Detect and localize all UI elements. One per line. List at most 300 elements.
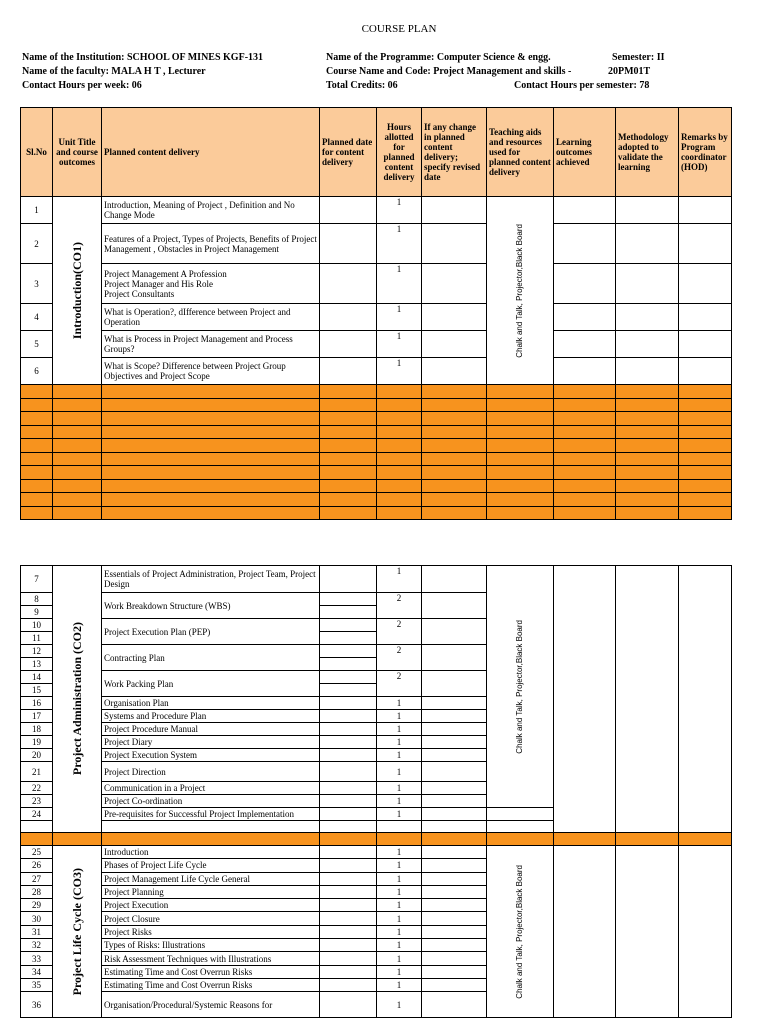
row-hours: 2 bbox=[377, 671, 422, 697]
row-date bbox=[320, 749, 377, 762]
orange-cell bbox=[554, 466, 616, 480]
row-slno: 28 bbox=[21, 885, 53, 898]
row-slno: 20 bbox=[21, 749, 53, 762]
row-slno: 29 bbox=[21, 899, 53, 912]
total-credits: Total Credits: 06 bbox=[326, 80, 398, 91]
orange-cell bbox=[377, 452, 422, 466]
row-change bbox=[422, 939, 487, 952]
orange-cell bbox=[616, 425, 679, 439]
orange-cell bbox=[616, 466, 679, 480]
gap-cell bbox=[487, 821, 554, 833]
row-method bbox=[616, 264, 679, 304]
orange-cell bbox=[377, 412, 422, 426]
row-slno: 2 bbox=[21, 224, 53, 264]
row-hours: 1 bbox=[377, 710, 422, 723]
unit-title-co1-text: Introduction(CO1) bbox=[70, 241, 84, 340]
orange-cell bbox=[320, 506, 377, 520]
orange-cell bbox=[554, 493, 616, 507]
row-hours: 2 bbox=[377, 645, 422, 671]
row-content: Project Closure bbox=[102, 912, 320, 925]
row-content: Project Execution bbox=[102, 899, 320, 912]
row-content: Project Planning bbox=[102, 885, 320, 898]
orange-cell bbox=[679, 398, 732, 412]
orange-cell bbox=[53, 833, 102, 846]
row-change bbox=[422, 645, 487, 671]
orange-cell bbox=[616, 439, 679, 453]
orange-cell bbox=[554, 425, 616, 439]
row-hours: 1 bbox=[377, 749, 422, 762]
orange-cell bbox=[320, 412, 377, 426]
row-remarks bbox=[679, 224, 732, 264]
orange-cell bbox=[320, 833, 377, 846]
orange-cell bbox=[21, 425, 53, 439]
row-hours: 1 bbox=[377, 762, 422, 782]
course-plan-table-2 bbox=[20, 565, 732, 1018]
row-date bbox=[320, 952, 377, 965]
row-outcomes bbox=[554, 358, 616, 385]
col-outcomes: Learning outcomes achieved bbox=[554, 108, 616, 197]
table-row bbox=[21, 331, 732, 358]
orange-cell bbox=[487, 466, 554, 480]
orange-cell bbox=[102, 466, 320, 480]
row-change bbox=[422, 899, 487, 912]
orange-cell bbox=[21, 385, 53, 399]
gap-cell bbox=[102, 821, 320, 833]
row-slno: 36 bbox=[21, 992, 53, 1018]
institution-name: Name of the Institution: SCHOOL OF MINES KGF-131 bbox=[22, 52, 264, 63]
orange-row bbox=[21, 833, 732, 846]
row-slno: 27 bbox=[21, 872, 53, 885]
row-date bbox=[320, 762, 377, 782]
orange-row bbox=[21, 398, 732, 412]
orange-cell bbox=[679, 466, 732, 480]
row-content: What is Scope? Difference between Project Group Objectives and Project Scope bbox=[102, 358, 320, 385]
gap-cell bbox=[320, 821, 377, 833]
orange-cell bbox=[21, 833, 53, 846]
row-content: Risk Assessment Techniques with Illustrations bbox=[102, 952, 320, 965]
row-date bbox=[320, 925, 377, 938]
row-date bbox=[320, 684, 377, 697]
orange-cell bbox=[422, 439, 487, 453]
orange-cell bbox=[102, 493, 320, 507]
row-date bbox=[320, 619, 377, 632]
row-date bbox=[320, 939, 377, 952]
orange-cell bbox=[377, 479, 422, 493]
row-slno: 30 bbox=[21, 912, 53, 925]
row-slno: 34 bbox=[21, 965, 53, 978]
row-content: Work Packing Plan bbox=[102, 671, 320, 697]
table-row bbox=[21, 264, 732, 304]
orange-row bbox=[21, 452, 732, 466]
row-content: Project Diary bbox=[102, 736, 320, 749]
row-method bbox=[616, 197, 679, 224]
row-hours: 1 bbox=[377, 912, 422, 925]
orange-cell bbox=[53, 479, 102, 493]
row-change bbox=[422, 859, 487, 872]
row-outcomes bbox=[554, 304, 616, 331]
orange-cell bbox=[487, 479, 554, 493]
orange-row bbox=[21, 493, 732, 507]
row-slno: 11 bbox=[21, 632, 53, 645]
row-change bbox=[422, 224, 487, 264]
row-change bbox=[422, 671, 487, 697]
row-date bbox=[320, 965, 377, 978]
teaching-aids-3-text: Chalk and Talk, Projector,Black Board bbox=[515, 864, 524, 999]
row-hours: 1 bbox=[377, 872, 422, 885]
row-change bbox=[422, 358, 487, 385]
col-planned: Planned content delivery bbox=[102, 108, 320, 197]
row-date bbox=[320, 566, 377, 593]
row-change bbox=[422, 723, 487, 736]
teaching-aids-text: Chalk and Talk, Projector,Black Board bbox=[515, 223, 524, 358]
table-row bbox=[21, 358, 732, 385]
row-date bbox=[320, 331, 377, 358]
course-plan-table-1 bbox=[20, 107, 732, 520]
row-date bbox=[320, 736, 377, 749]
row-hours: 2 bbox=[377, 593, 422, 619]
row-method bbox=[616, 846, 679, 1018]
row-change bbox=[422, 846, 487, 859]
row-date bbox=[320, 723, 377, 736]
row-slno: 10 bbox=[21, 619, 53, 632]
col-date: Planned date for content delivery bbox=[320, 108, 377, 197]
orange-cell bbox=[102, 425, 320, 439]
orange-cell bbox=[53, 506, 102, 520]
table-row bbox=[21, 197, 732, 224]
row-hours: 1 bbox=[377, 566, 422, 593]
row-slno: 13 bbox=[21, 658, 53, 671]
orange-cell bbox=[554, 385, 616, 399]
row-hours: 1 bbox=[377, 358, 422, 385]
row-date bbox=[320, 795, 377, 808]
row-content: Project Execution Plan (PEP) bbox=[102, 619, 320, 645]
row-remarks bbox=[679, 846, 732, 1018]
row-change bbox=[422, 925, 487, 938]
orange-cell bbox=[53, 439, 102, 453]
row-date bbox=[320, 606, 377, 619]
row-hours: 1 bbox=[377, 782, 422, 795]
orange-cell bbox=[422, 833, 487, 846]
row-change bbox=[422, 808, 487, 821]
orange-cell bbox=[377, 493, 422, 507]
orange-cell bbox=[21, 466, 53, 480]
orange-cell bbox=[320, 385, 377, 399]
table-row bbox=[21, 566, 732, 593]
row-content: What is Process in Project Management and Process Groups? bbox=[102, 331, 320, 358]
programme-name: Name of the Programme: Computer Science & engg. bbox=[326, 52, 551, 63]
row-date bbox=[320, 782, 377, 795]
row-date bbox=[320, 885, 377, 898]
orange-cell bbox=[487, 385, 554, 399]
row-date bbox=[320, 304, 377, 331]
orange-cell bbox=[422, 398, 487, 412]
orange-cell bbox=[377, 466, 422, 480]
orange-cell bbox=[554, 506, 616, 520]
course-name: Course Name and Code: Project Management and skills - bbox=[326, 66, 572, 77]
row-hours: 1 bbox=[377, 331, 422, 358]
orange-cell bbox=[554, 833, 616, 846]
row-change bbox=[422, 762, 487, 782]
row-change bbox=[422, 566, 487, 593]
row-change bbox=[422, 197, 487, 224]
row-date bbox=[320, 197, 377, 224]
orange-cell bbox=[320, 466, 377, 480]
row-date bbox=[320, 912, 377, 925]
row-date bbox=[320, 264, 377, 304]
contact-hours-semester: Contact Hours per semester: 78 bbox=[514, 80, 650, 91]
row-content: Project Direction bbox=[102, 762, 320, 782]
row-remarks bbox=[679, 304, 732, 331]
row-remarks bbox=[679, 566, 732, 833]
col-slno: Sl.No bbox=[21, 108, 53, 197]
orange-cell bbox=[21, 398, 53, 412]
orange-cell bbox=[377, 425, 422, 439]
row-change bbox=[422, 264, 487, 304]
unit-title-co3-text: Project Life Cycle (CO3) bbox=[70, 867, 84, 996]
row-change bbox=[422, 331, 487, 358]
row-slno: 6 bbox=[21, 358, 53, 385]
row-outcomes bbox=[554, 331, 616, 358]
orange-cell bbox=[487, 398, 554, 412]
orange-cell bbox=[422, 385, 487, 399]
orange-cell bbox=[554, 452, 616, 466]
orange-cell bbox=[487, 493, 554, 507]
orange-cell bbox=[53, 425, 102, 439]
row-content: Introduction bbox=[102, 846, 320, 859]
orange-cell bbox=[422, 452, 487, 466]
row-hours: 1 bbox=[377, 965, 422, 978]
col-change: If any change in planned content delivery; specify revised date bbox=[422, 108, 487, 197]
orange-cell bbox=[377, 833, 422, 846]
orange-cell bbox=[679, 439, 732, 453]
row-content: Systems and Procedure Plan bbox=[102, 710, 320, 723]
orange-cell bbox=[53, 452, 102, 466]
row-content: Project Risks bbox=[102, 925, 320, 938]
row-outcomes bbox=[554, 224, 616, 264]
row-date bbox=[320, 593, 377, 606]
row-change bbox=[422, 885, 487, 898]
gap-cell bbox=[377, 821, 422, 833]
row-content: Communication in a Project bbox=[102, 782, 320, 795]
orange-cell bbox=[377, 385, 422, 399]
row-content: Essentials of Project Administration, Project Team, Project Design bbox=[102, 566, 320, 593]
row-method bbox=[616, 358, 679, 385]
orange-row bbox=[21, 439, 732, 453]
row-remarks bbox=[679, 331, 732, 358]
row-slno: 15 bbox=[21, 684, 53, 697]
row-date bbox=[320, 846, 377, 859]
orange-cell bbox=[422, 493, 487, 507]
row-change bbox=[422, 736, 487, 749]
row-hours: 1 bbox=[377, 808, 422, 821]
orange-cell bbox=[616, 506, 679, 520]
row-slno: 4 bbox=[21, 304, 53, 331]
orange-cell bbox=[554, 439, 616, 453]
semester: Semester: II bbox=[612, 52, 665, 63]
row-content: Pre-requisites for Successful Project Implementation bbox=[102, 808, 320, 821]
row-slno: 14 bbox=[21, 671, 53, 684]
orange-cell bbox=[679, 385, 732, 399]
orange-cell bbox=[422, 506, 487, 520]
orange-cell bbox=[616, 479, 679, 493]
row-change bbox=[422, 710, 487, 723]
row-outcomes bbox=[554, 197, 616, 224]
contact-hours-week: Contact Hours per week: 06 bbox=[22, 80, 142, 91]
row-slno: 3 bbox=[21, 264, 53, 304]
row-method bbox=[616, 566, 679, 833]
teaching-aids-2-text: Chalk and Talk, Projector,Black Board bbox=[515, 619, 524, 754]
orange-cell bbox=[21, 412, 53, 426]
orange-cell bbox=[554, 398, 616, 412]
orange-cell bbox=[102, 412, 320, 426]
orange-cell bbox=[53, 412, 102, 426]
row-slno: 1 bbox=[21, 197, 53, 224]
table-header-row bbox=[21, 108, 732, 197]
row-content: Project Procedure Manual bbox=[102, 723, 320, 736]
row-content: Project Co-ordination bbox=[102, 795, 320, 808]
orange-cell bbox=[487, 412, 554, 426]
gap-cell bbox=[21, 821, 53, 833]
row-date bbox=[320, 671, 377, 684]
row-date bbox=[320, 632, 377, 645]
col-hours: Hours allotted for planned content delivery bbox=[377, 108, 422, 197]
row-hours: 1 bbox=[377, 723, 422, 736]
orange-cell bbox=[616, 398, 679, 412]
row-change bbox=[422, 912, 487, 925]
row-hours: 1 bbox=[377, 925, 422, 938]
row-content: Phases of Project Life Cycle bbox=[102, 859, 320, 872]
row-date bbox=[320, 658, 377, 671]
orange-cell bbox=[487, 833, 554, 846]
row-slno: 31 bbox=[21, 925, 53, 938]
orange-cell bbox=[616, 493, 679, 507]
row-date bbox=[320, 697, 377, 710]
row-method bbox=[616, 304, 679, 331]
row-date bbox=[320, 899, 377, 912]
row-aids bbox=[487, 808, 554, 821]
orange-cell bbox=[102, 506, 320, 520]
teaching-aids-2 bbox=[487, 566, 554, 808]
row-content: Contracting Plan bbox=[102, 645, 320, 671]
row-content: Project Execution System bbox=[102, 749, 320, 762]
row-method bbox=[616, 331, 679, 358]
row-slno: 21 bbox=[21, 762, 53, 782]
row-change bbox=[422, 992, 487, 1018]
orange-cell bbox=[422, 425, 487, 439]
orange-cell bbox=[53, 398, 102, 412]
page-title: COURSE PLAN bbox=[361, 23, 437, 35]
row-hours: 1 bbox=[377, 939, 422, 952]
row-slno: 17 bbox=[21, 710, 53, 723]
row-change bbox=[422, 782, 487, 795]
row-change bbox=[422, 965, 487, 978]
orange-cell bbox=[21, 452, 53, 466]
row-outcomes bbox=[554, 566, 616, 833]
row-date bbox=[320, 358, 377, 385]
row-slno: 7 bbox=[21, 566, 53, 593]
row-slno: 5 bbox=[21, 331, 53, 358]
row-hours: 2 bbox=[377, 619, 422, 645]
row-remarks bbox=[679, 358, 732, 385]
row-date bbox=[320, 872, 377, 885]
orange-cell bbox=[102, 479, 320, 493]
orange-cell bbox=[21, 439, 53, 453]
orange-cell bbox=[422, 466, 487, 480]
row-slno: 22 bbox=[21, 782, 53, 795]
row-change bbox=[422, 304, 487, 331]
row-hours: 1 bbox=[377, 795, 422, 808]
row-content: Project Management Life Cycle General bbox=[102, 872, 320, 885]
orange-cell bbox=[53, 466, 102, 480]
orange-cell bbox=[102, 385, 320, 399]
row-content: Work Breakdown Structure (WBS) bbox=[102, 593, 320, 619]
orange-cell bbox=[102, 398, 320, 412]
row-remarks bbox=[679, 264, 732, 304]
row-slno: 16 bbox=[21, 697, 53, 710]
row-content: Organisation/Procedural/Systemic Reasons for bbox=[102, 992, 320, 1018]
row-change bbox=[422, 952, 487, 965]
unit-title-co1 bbox=[53, 197, 102, 385]
orange-row bbox=[21, 412, 732, 426]
orange-cell bbox=[320, 479, 377, 493]
orange-cell bbox=[554, 412, 616, 426]
col-method: Methodology adopted to validate the learning bbox=[616, 108, 679, 197]
row-date bbox=[320, 978, 377, 991]
teaching-aids-3 bbox=[487, 846, 554, 1018]
row-content: Project Management A Profession Project Manager and His Role Project Consultants bbox=[102, 264, 320, 304]
orange-row bbox=[21, 385, 732, 399]
row-outcomes bbox=[554, 846, 616, 1018]
faculty-name: Name of the faculty: MALA H T , Lecturer bbox=[22, 66, 206, 77]
orange-cell bbox=[21, 479, 53, 493]
row-slno: 19 bbox=[21, 736, 53, 749]
row-slno: 23 bbox=[21, 795, 53, 808]
table-row bbox=[21, 846, 732, 859]
row-hours: 1 bbox=[377, 736, 422, 749]
row-hours: 1 bbox=[377, 899, 422, 912]
row-slno: 12 bbox=[21, 645, 53, 658]
orange-cell bbox=[102, 833, 320, 846]
row-slno: 26 bbox=[21, 859, 53, 872]
orange-cell bbox=[320, 425, 377, 439]
orange-cell bbox=[487, 425, 554, 439]
row-slno: 24 bbox=[21, 808, 53, 821]
orange-cell bbox=[616, 452, 679, 466]
row-slno: 35 bbox=[21, 978, 53, 991]
orange-cell bbox=[320, 452, 377, 466]
row-change bbox=[422, 978, 487, 991]
gap-cell bbox=[422, 821, 487, 833]
row-change bbox=[422, 749, 487, 762]
orange-cell bbox=[616, 385, 679, 399]
row-hours: 1 bbox=[377, 197, 422, 224]
row-slno: 32 bbox=[21, 939, 53, 952]
row-hours: 1 bbox=[377, 859, 422, 872]
row-content: Estimating Time and Cost Overrun Risks bbox=[102, 965, 320, 978]
orange-cell bbox=[487, 452, 554, 466]
row-date bbox=[320, 808, 377, 821]
row-change bbox=[422, 795, 487, 808]
row-content: Introduction, Meaning of Project , Definition and No Change Mode bbox=[102, 197, 320, 224]
orange-cell bbox=[102, 439, 320, 453]
orange-cell bbox=[320, 439, 377, 453]
row-slno: 9 bbox=[21, 606, 53, 619]
table-row bbox=[21, 304, 732, 331]
row-outcomes bbox=[554, 264, 616, 304]
row-hours: 1 bbox=[377, 885, 422, 898]
unit-title-co3 bbox=[53, 846, 102, 1018]
orange-cell bbox=[102, 452, 320, 466]
